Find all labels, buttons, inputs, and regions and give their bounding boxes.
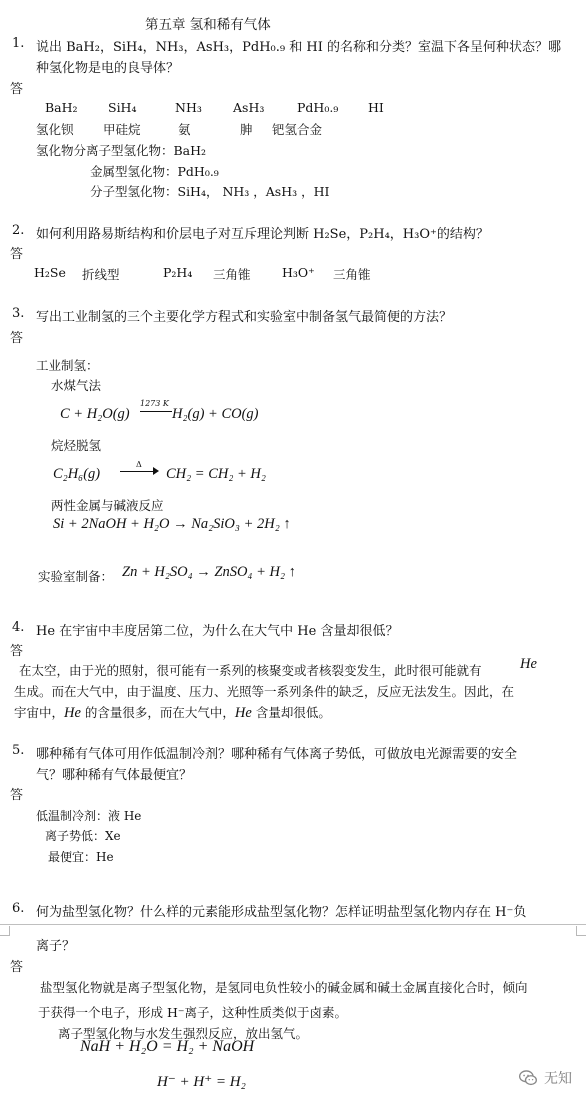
answer-text [14,703,331,722]
answer-label: 答 [10,82,24,97]
answer-text: 的含量很多，而在大气中， [80,705,235,720]
wechat-icon [518,1068,538,1088]
compound-name: 钯氢合金 [272,122,323,137]
formula: NH₃ [175,100,202,115]
answer-text: 于获得一个电子，形成 H⁻离子，这种性质类似于卤素。 [38,1005,347,1020]
equation-right: CH₂ = CH₂ + H₂ [166,466,266,482]
equation: Si + 2NaOH + H₂O → Na₂SiO₃ + 2H₂ ↑ [53,516,291,532]
equation-left: C₂H₆(g) [53,466,101,482]
question-text: 种氢化物是电的良导体？ [36,61,180,76]
answer-text: 低温制冷剂：液 He [36,809,142,823]
compound-name: 氨 [178,122,191,137]
page-title: 第五章 氢和稀有气体 [145,17,271,33]
classification-line: 氢化物分离子型氢化物：BaH₂ [36,143,207,158]
page-corner-mark [576,926,586,936]
answer-text: 离子势低：Xe [45,829,121,843]
question-number: 3. [12,306,25,321]
equation: Zn + H₂SO₄ → ZnSO₄ + H₂ ↑ [122,564,296,580]
question-number: 2. [12,223,25,238]
reaction-condition: Δ [136,460,142,469]
shape-label: 三角锥 [213,267,251,282]
formula: BaH₂ [45,100,78,115]
shape-label: 折线型 [82,267,120,282]
question-number: 4. [12,620,25,635]
formula: He [234,705,252,721]
question-text: 写出工业制氢的三个主要化学方程式和实验室中制备氢气最简便的方法？ [36,310,453,325]
question-text: 说出 BaH₂，SiH₄，NH₃，AsH₃，PdH₀.₉ 和 HI 的名称和分类？室温下各呈何种状态？哪 [36,40,561,55]
compound-name: 胂 [240,122,253,137]
answer-text: 生成。而在大气中，由于温度、压力、光照等一系列条件的缺乏，反应无法发生。因此，在 [14,684,515,699]
reaction-arrow [140,399,174,417]
compound-name: 氢化钡 [36,122,74,137]
formula: PdH₀.₉ [297,100,339,115]
question-text: He 在宇宙中丰度居第二位，为什么在大气中 He 含量却很低？ [36,624,399,639]
formula: H₂Se [34,265,66,280]
question-text: 气？哪种稀有气体最便宜？ [36,768,193,783]
page-corner-mark [0,926,10,936]
equation: NaH + H₂O = H₂ + NaOH [80,1038,255,1055]
watermark [518,1068,572,1088]
answer-text: 宇宙中， [14,705,65,720]
answer-label: 答 [10,788,24,803]
question-text: 如何利用路易斯结构和价层电子对互斥理论判断 H₂Se，P₂H₄，H₃O⁺的结构？ [36,227,489,242]
answer-label: 答 [10,247,24,262]
question-text: 哪种稀有气体可用作低温制冷剂？哪种稀有气体离子势低，可做放电光源需要的安全 [36,747,518,762]
method-label: 水煤气法 [51,378,102,393]
reaction-condition: 1273 K [140,399,169,408]
reaction-arrow [120,460,160,478]
classification-line: 分子型氢化物：SiH₄， NH₃ ，AsH₃ ，HI [90,184,330,199]
answer-label: 答 [10,644,24,659]
watermark-text: 无知 [544,1071,572,1087]
answer-text: 盐型氢化物就是离子型氢化物，是氢同电负性较小的碱金属和碱土金属直接化合时，倾向 [40,980,528,995]
formula: AsH₃ [233,100,265,115]
answer-label: 答 [10,960,24,975]
formula: H₃O⁺ [282,265,315,280]
formula: SiH₄ [108,100,137,115]
question-number: 5. [12,743,25,758]
formula: He [64,705,81,721]
compound-name: 甲硅烷 [103,122,141,137]
page-break-line [0,924,586,925]
equation: H⁻ + H⁺ = H₂ [157,1074,246,1090]
question-text: 离子？ [36,939,76,954]
answer-text: 含量却很低。 [251,705,331,720]
formula: P₂H₄ [163,265,193,280]
answer-text: 在太空，由于光的照射，很可能有一系列的核聚变或者核裂变发生，此时很可能就有 [19,663,482,678]
section-label: 工业制氢： [36,358,99,373]
shape-label: 三角锥 [333,267,371,282]
formula: HI [368,100,384,115]
equation-left: C + H₂O(g) [60,406,130,422]
equation-right: H₂(g) + CO(g) [172,406,259,422]
answer-label: 答 [10,331,24,346]
question-number: 6. [12,901,25,916]
method-label: 两性金属与碱液反应 [51,498,164,513]
method-label: 烷烃脱氢 [51,438,102,453]
formula: He [520,656,537,672]
classification-line: 金属型氢化物：PdH₀.₉ [90,164,219,179]
question-number: 1. [12,36,25,51]
section-label: 实验室制备： [38,569,114,584]
question-text: 何为盐型氢化物？什么样的元素能形成盐型氢化物？怎样证明盐型氢化物内存在 H⁻负 [36,905,527,920]
answer-text: 离子型氢化物与水发生强烈反应，放出氢气。 [58,1026,309,1041]
answer-text: 最便宜：He [48,850,114,864]
